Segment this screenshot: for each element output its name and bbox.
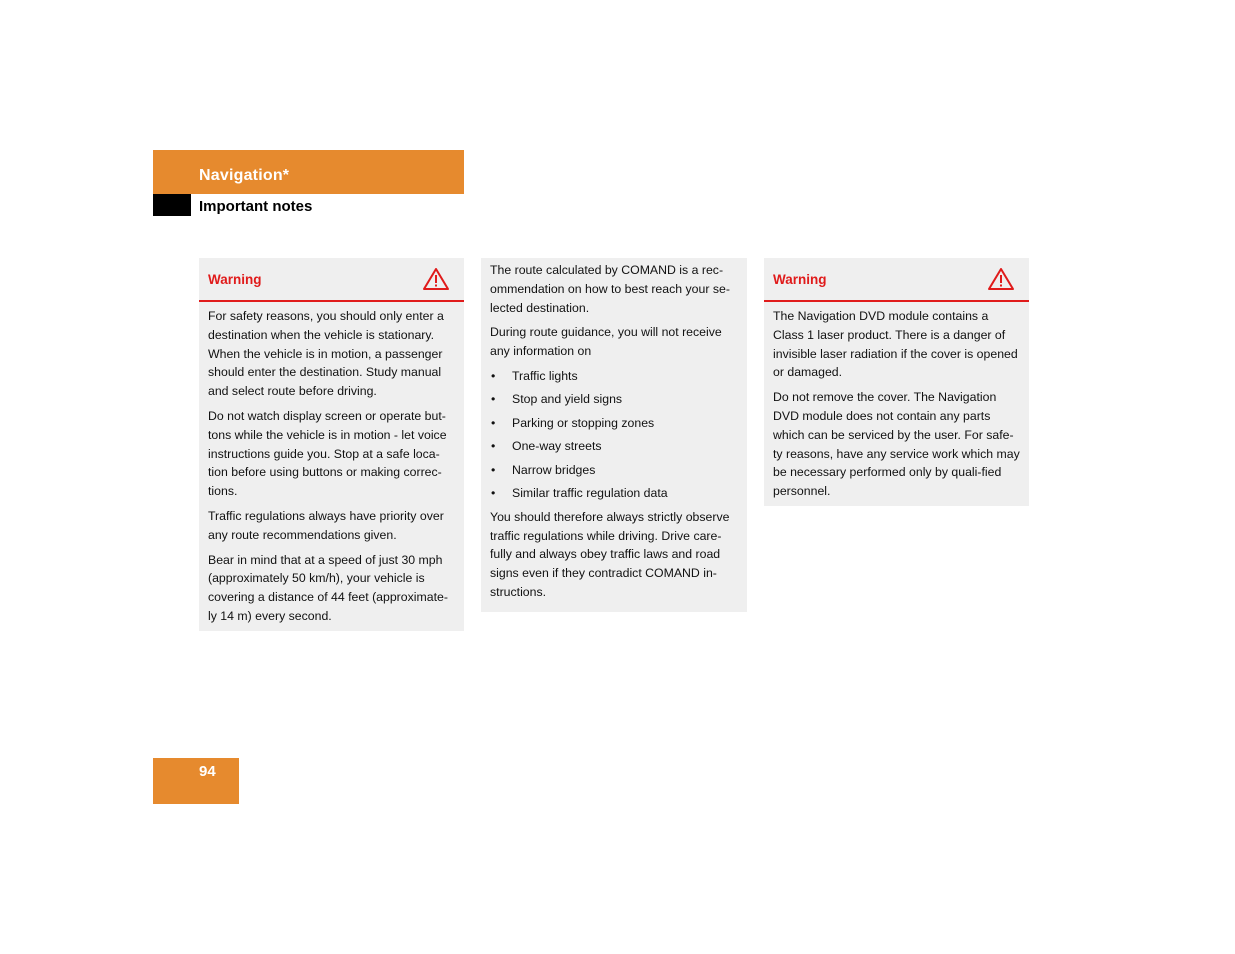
warning-paragraph: Bear in mind that at a speed of just 30 mph (approximately 50 km/h), your vehicle is covering a distance of 44 feet (approximate-ly 14 m) every second. [208, 552, 448, 623]
list-item: • Stop and yield signs [490, 390, 738, 409]
info-paragraph: During route guidance, you will not receive any information on [490, 325, 722, 359]
info-bullet-list [490, 367, 738, 503]
page-number-tab [153, 758, 239, 804]
section-title: Navigation* [199, 167, 290, 184]
warning-header [199, 258, 464, 302]
list-item: • Narrow bridges [490, 461, 738, 480]
list-item: • Similar traffic regulation data [490, 484, 738, 503]
list-item: • Parking or stopping zones [490, 414, 738, 433]
warning-triangle-icon [987, 267, 1015, 291]
warning-paragraph: Do not watch display screen or operate but-tons while the vehicle is in motion - let voice instructions guide you. Stop at a safe loca-tion before using buttons or making correc-tions. [208, 408, 447, 499]
warning-paragraph: For safety reasons, you should only enter a destination when the vehicle is stationary. When the vehicle is in motion, a passenger should enter the destination. Study manual and select route before driving. [208, 309, 444, 399]
warning-box-laser [764, 258, 1029, 506]
warning-box-safety [199, 258, 464, 631]
info-body [481, 258, 747, 610]
route-info-box [481, 258, 747, 612]
list-item: • Traffic lights [490, 367, 738, 386]
warning-paragraph: Traffic regulations always have priority over any route recommendations given. [208, 508, 444, 542]
subsection-marker [153, 194, 191, 216]
subsection-title: Important notes [199, 198, 313, 215]
warning-header [764, 258, 1029, 302]
warning-body [764, 302, 1029, 507]
warning-label: Warning [208, 272, 262, 287]
warning-body [199, 302, 464, 632]
info-paragraph: You should therefore always strictly observe traffic regulations while driving. Drive care-fully and always obey traffic laws and road signs even if they contradict COMAND in-structions. [490, 509, 730, 599]
warning-paragraph: Do not remove the cover. The Navigation DVD module does not contain any parts which can be serviced by the user. For safe-ty reasons, have any service work which may be necessary performed only by quali-fied personnel. [773, 390, 1020, 499]
warning-triangle-icon [422, 267, 450, 291]
info-paragraph: The route calculated by COMAND is a rec-ommendation on how to best reach your se-lected destination. [490, 263, 730, 315]
list-item: • One-way streets [490, 437, 738, 456]
section-header-band [153, 150, 464, 194]
page-number: 94 [199, 763, 216, 780]
warning-label: Warning [773, 272, 827, 287]
warning-paragraph: The Navigation DVD module contains a Class 1 laser product. There is a danger of invisible laser radiation if the cover is opened or damaged. [773, 309, 1018, 380]
